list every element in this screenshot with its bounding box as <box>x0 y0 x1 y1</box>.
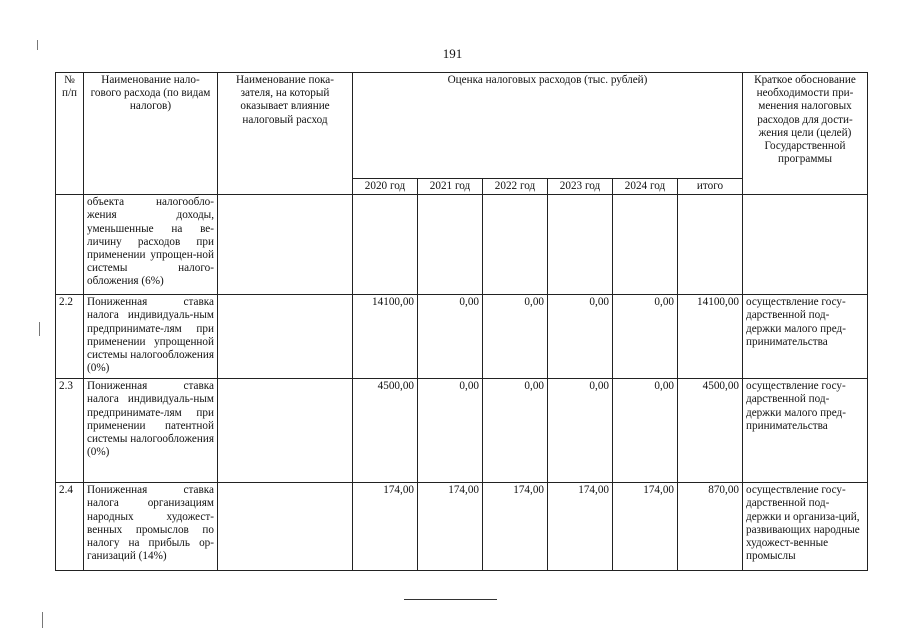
row-value-total <box>678 195 743 295</box>
row-value-2024: 0,00 <box>613 379 678 483</box>
row-expense-name: объекта налогообло-жения доходы, уменьшенные на ве-личину расходов при применении упрощен-ной системы налого-обложения (6%) <box>84 195 218 295</box>
row-num: 2.2 <box>56 295 84 379</box>
row-justification: осуществление госу-дарственной под-держки малого пред-принимательства <box>743 295 868 379</box>
row-justification: осуществление госу-дарственной под-держки малого пред-принимательства <box>743 379 868 483</box>
table-row <box>56 483 868 571</box>
scan-mark <box>42 612 43 628</box>
row-indicator <box>218 195 353 295</box>
row-value-2020 <box>353 195 418 295</box>
row-value-2024: 174,00 <box>613 483 678 571</box>
header-row <box>56 73 868 179</box>
row-value-2022: 0,00 <box>483 379 548 483</box>
tax-expenses-table <box>55 72 868 571</box>
row-indicator <box>218 483 353 571</box>
scan-mark <box>39 322 40 336</box>
row-value-2024: 0,00 <box>613 295 678 379</box>
footer-rule <box>404 599 497 600</box>
header-year-2023: 2023 год <box>548 179 613 195</box>
row-value-2022 <box>483 195 548 295</box>
row-num: 2.3 <box>56 379 84 483</box>
row-value-total: 4500,00 <box>678 379 743 483</box>
header-year-2021: 2021 год <box>418 179 483 195</box>
row-value-2021: 0,00 <box>418 295 483 379</box>
table-row <box>56 295 868 379</box>
row-value-2021: 0,00 <box>418 379 483 483</box>
row-expense-name: Пониженная ставка налога индивидуаль-ным предпринимате-лям при применении патентной системы налогообложения (0%) <box>84 379 218 483</box>
row-expense-name: Пониженная ставка налога индивидуаль-ным предпринимате-лям при применении упрощенной системы налогообложения (0%) <box>84 295 218 379</box>
row-value-2020: 4500,00 <box>353 379 418 483</box>
row-value-2021: 174,00 <box>418 483 483 571</box>
row-value-2022: 0,00 <box>483 295 548 379</box>
row-expense-name: Пониженная ставка налога организациям народных художест-венных промыслов по налогу на прибыль ор-ганизаций (14%) <box>84 483 218 571</box>
row-value-2021 <box>418 195 483 295</box>
header-expense-name: Наименование нало-гового расхода (по видам налогов) <box>84 73 218 195</box>
row-value-2023: 174,00 <box>548 483 613 571</box>
row-value-total: 870,00 <box>678 483 743 571</box>
row-num: 2.4 <box>56 483 84 571</box>
row-justification <box>743 195 868 295</box>
table-row <box>56 379 868 483</box>
row-value-2020: 174,00 <box>353 483 418 571</box>
header-total: итого <box>678 179 743 195</box>
page-number: 191 <box>442 46 463 61</box>
header-year-2024: 2024 год <box>613 179 678 195</box>
row-justification: осуществление госу-дарственной под-держки и организа-ций, развивающих народные художест-венные промыслы <box>743 483 868 571</box>
header-indicator-name: Наименование пока-зателя, на который оказывает влияние налоговый расход <box>218 73 353 195</box>
header-num: № п/п <box>56 73 84 195</box>
row-value-total: 14100,00 <box>678 295 743 379</box>
header-justification: Краткое обоснование необходимости при-менения налоговых расходов для дости-жения цели (целей) Государственной программы <box>743 73 868 195</box>
row-indicator <box>218 295 353 379</box>
row-value-2023 <box>548 195 613 295</box>
header-year-2022: 2022 год <box>483 179 548 195</box>
scan-mark <box>37 40 38 50</box>
row-value-2020: 14100,00 <box>353 295 418 379</box>
row-value-2023: 0,00 <box>548 379 613 483</box>
row-value-2022: 174,00 <box>483 483 548 571</box>
row-indicator <box>218 379 353 483</box>
row-value-2023: 0,00 <box>548 295 613 379</box>
header-year-2020: 2020 год <box>353 179 418 195</box>
row-num <box>56 195 84 295</box>
header-estimate: Оценка налоговых расходов (тыс. рублей) <box>353 73 743 179</box>
row-value-2024 <box>613 195 678 295</box>
table-row <box>56 195 868 295</box>
